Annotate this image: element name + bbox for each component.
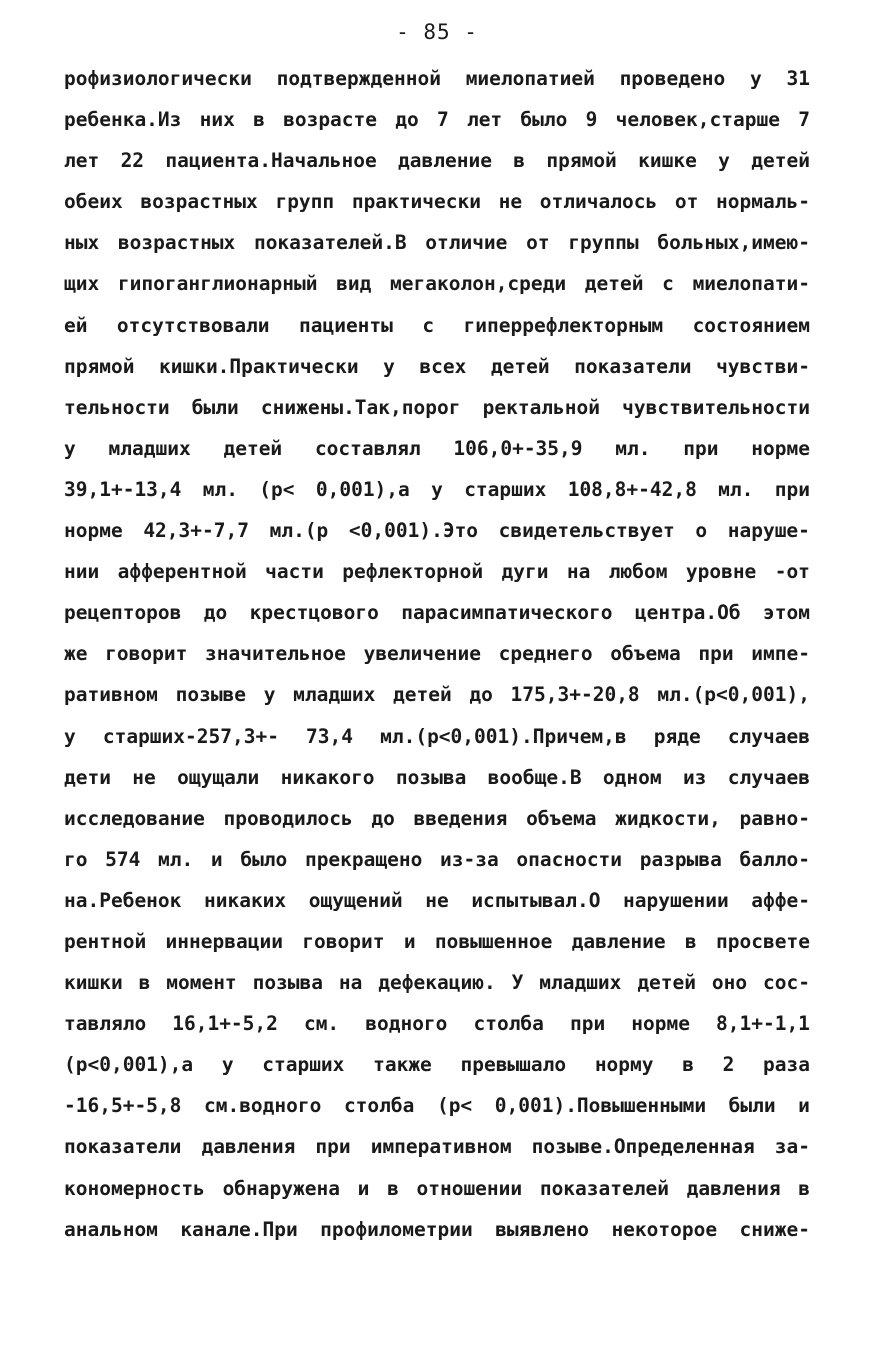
text-line: (р<0,001),а у старших также превышало норму в 2 раза [64,1053,810,1077]
text-line: дети не ощущали никакого позыва вообще.В одном из случаев [64,765,810,789]
text-line: показатели давления при императивном позыве.Определенная за- [64,1135,810,1159]
text-line: обеих возрастных групп практически не отличалось от нормаль- [64,190,810,214]
text-line: 39,1+-13,4 мл. (р< 0,001),а у старших 108,8+-42,8 мл. при [64,477,810,501]
text-line: прямой кишки.Практически у всех детей показатели чувстви- [64,354,810,378]
text-line: кишки в момент позыва на дефекацию. У младших детей оно сос- [64,971,810,995]
text-line: кономерность обнаружена и в отношении показателей давления в [64,1176,810,1200]
text-line: щих гипоганглионарный вид мегаколон,среди детей с миелопати- [64,272,810,296]
text-line: лет 22 пациента.Начальное давление в прямой кишке у детей [64,149,810,173]
text-line: анальном канале.При профилометрии выявлено некоторое сниже- [64,1217,810,1241]
text-line: ей отсутствовали пациенты с гиперрефлекторным состоянием [64,313,810,337]
page-number: - 85 - [396,20,478,44]
text-line: нии афферентной части рефлекторной дуги на любом уровне -от [64,560,810,584]
text-line: тавляло 16,1+-5,2 см. водного столба при норме 8,1+-1,1 [64,1012,810,1036]
text-line: го 574 мл. и было прекращено из-за опасности разрыва балло- [64,847,810,871]
text-line: рентной иннервации говорит и повышенное давление в просвете [64,929,810,953]
text-line: у старших-257,3+- 73,4 мл.(р<0,001).Причем,в ряде случаев [64,724,810,748]
text-line: рецепторов до крестцового парасимпатического центра.Об этом [64,601,810,625]
text-line: исследование проводилось до введения объема жидкости, равно- [64,806,810,830]
text-line: ративном позыве у младших детей до 175,3+-20,8 мл.(р<0,001), [64,683,810,707]
text-line: ребенка.Из них в возрасте до 7 лет было 9 человек,старше 7 [64,108,810,132]
text-line: ных возрастных показателей.В отличие от группы больных,имею- [64,231,810,255]
text-line: -16,5+-5,8 см.водного столба (р< 0,001).Повышенными были и [64,1094,810,1118]
text-line: тельности были снижены.Так,порог ректальной чувствительности [64,395,810,419]
text-line: рофизиологически подтвержденной миелопатией проведено у 31 [64,67,810,90]
text-line: у младших детей составлял 106,0+-35,9 мл. при норме [64,436,810,460]
text-line: же говорит значительное увеличение среднего объема при импе- [64,642,810,666]
body-text [64,58,810,1250]
text-line: норме 42,3+-7,7 мл.(р <0,001).Это свидетельствует о наруше- [64,519,810,543]
text-line: на.Ребенок никаких ощущений не испытывал.О нарушении аффе- [64,888,810,912]
